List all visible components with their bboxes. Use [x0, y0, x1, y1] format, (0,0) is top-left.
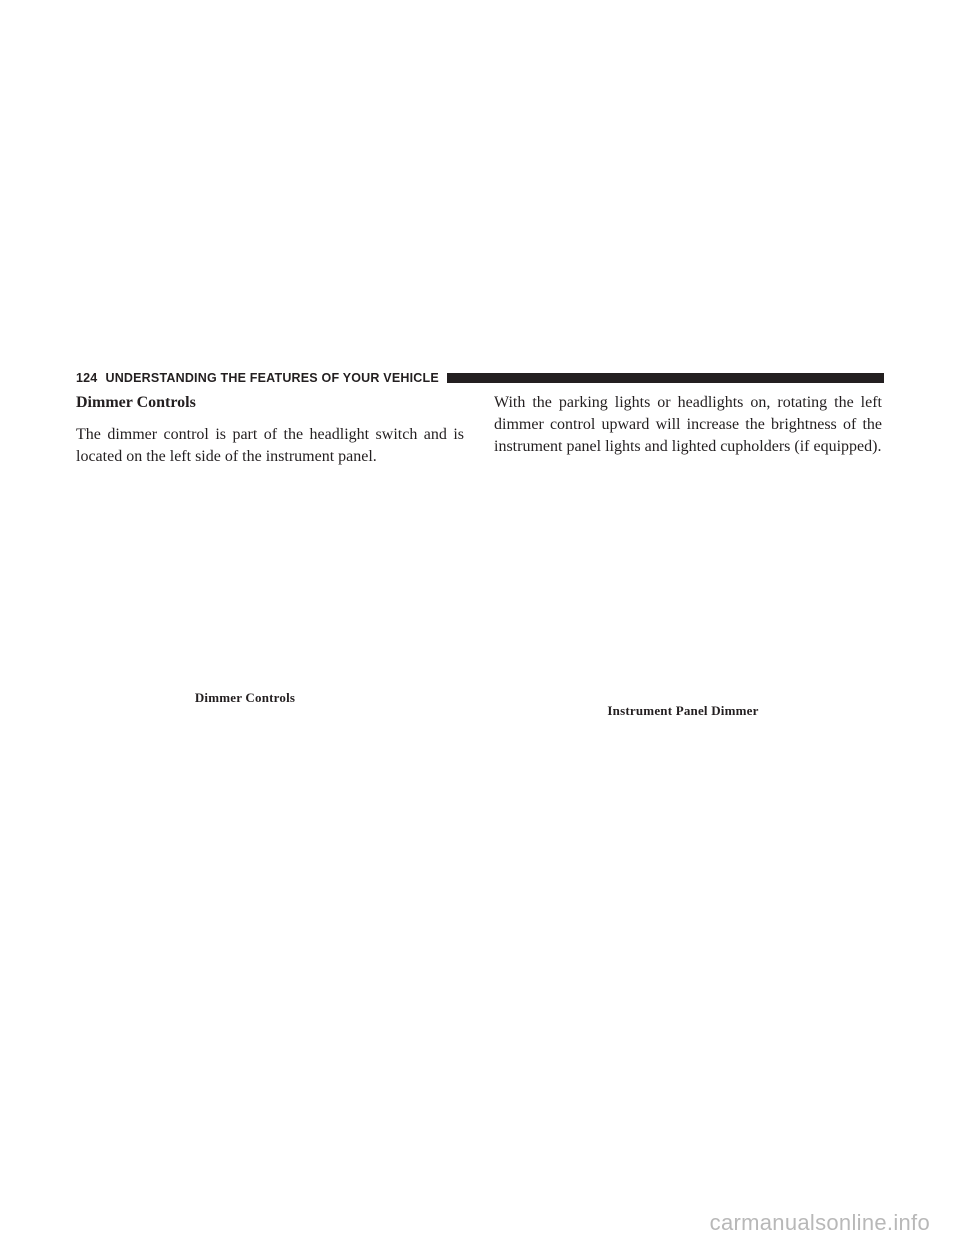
- figure-caption: Instrument Panel Dimmer: [607, 703, 759, 718]
- instrument-panel-dimmer-figure: [494, 523, 882, 719]
- left-paragraph: The dimmer control is part of the headlight switch and is located on the left side of the instrument panel.: [76, 426, 464, 465]
- watermark: carmanualsonline.info: [709, 1210, 930, 1235]
- right-column: [494, 392, 882, 458]
- figure-image-area: [494, 523, 882, 703]
- figure-caption: Dimmer Controls: [194, 690, 296, 705]
- section-title: UNDERSTANDING THE FEATURES OF YOUR VEHICLE: [105, 371, 439, 385]
- right-paragraph: With the parking lights or headlights on, rotating the left dimmer control upward will increase the brightness of the instrument panel lights and lighted cupholders (if equipped).: [494, 394, 882, 455]
- figure-image-area: [76, 510, 464, 690]
- section-heading: Dimmer Controls: [76, 394, 196, 411]
- page-number: 124: [76, 371, 98, 385]
- running-header: [76, 369, 884, 387]
- dimmer-controls-figure: [76, 510, 464, 706]
- left-column: [76, 392, 464, 468]
- header-rule: [447, 373, 884, 383]
